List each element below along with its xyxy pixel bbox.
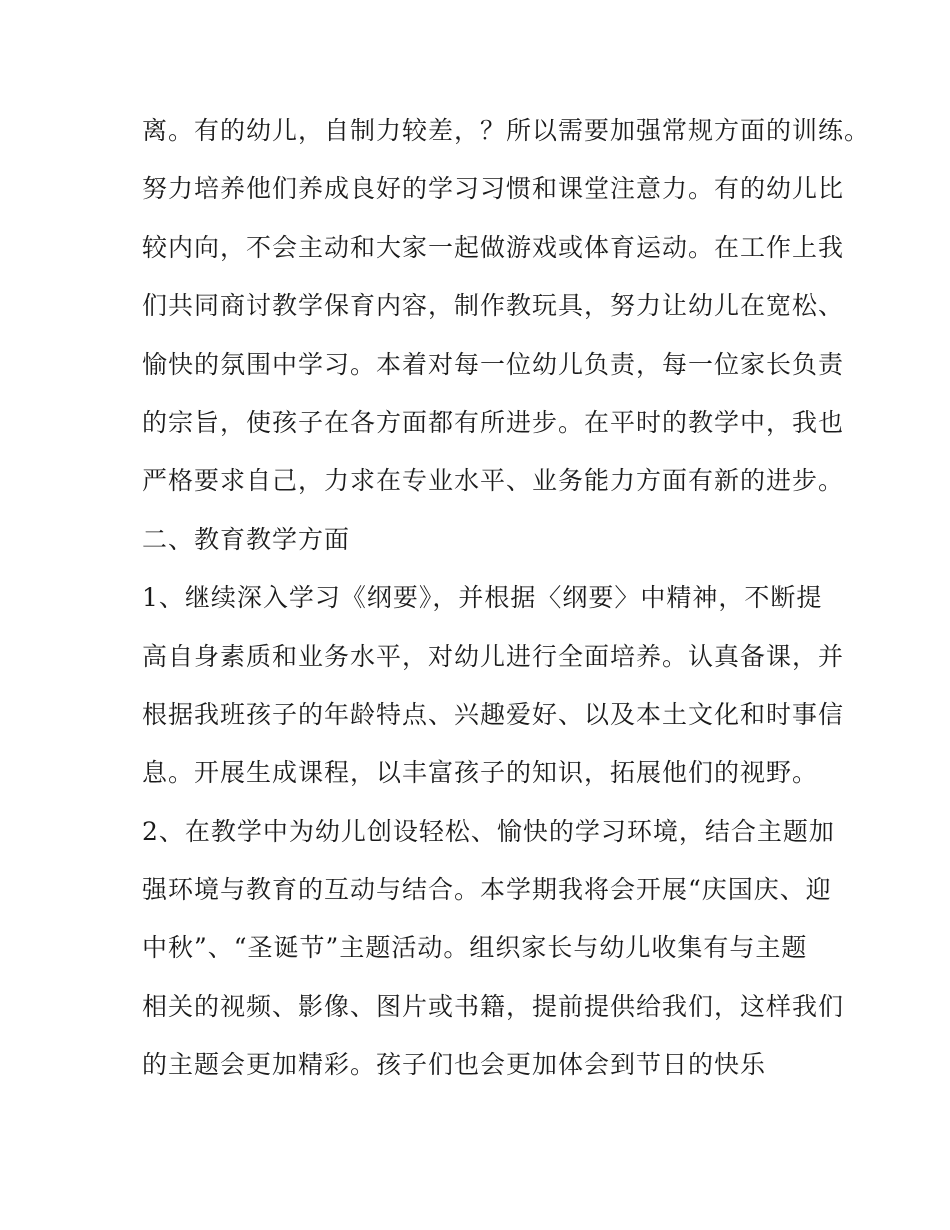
text-line: 努力培养他们养成良好的学习习惯和课堂注意力。有的幼儿比 — [142, 174, 845, 204]
text-line: 较内向，不会主动和大家一起做游戏或体育运动。在工作上我 — [142, 232, 845, 262]
text-line: 2、在教学中为幼儿创设轻松、愉快的学习环境，结合主题加 — [142, 816, 835, 846]
document-body — [142, 102, 871, 1095]
text-line: 息。开展生成课程，以丰富孩子的知识，拓展他们的视野。 — [142, 758, 819, 788]
text-line: 1、继续深入学习《纲要》，并根据〈纲要〉中精神，不断提 — [142, 583, 823, 613]
text-line: 强环境与教育的互动与结合。本学期我将会开展“庆国庆、迎 — [142, 875, 832, 905]
text-line: 的主题会更加精彩。孩子们也会更加体会到节日的快乐 — [142, 1050, 767, 1080]
text-line: 愉快的氛围中学习。本着对每一位幼儿负责，每一位家长负责 — [142, 349, 845, 379]
text-line: 严格要求自己，力求在专业水平、业务能力方面有新的进步。 — [142, 466, 845, 496]
text-line: 离。有的幼儿，自制力较差，？所以需要加强常规方面的训练。 — [142, 116, 871, 145]
text-line: 们共同商讨教学保育内容，制作教玩具，努力让幼儿在宽松、 — [142, 291, 845, 321]
section-heading: 二、教育教学方面 — [142, 524, 351, 554]
text-line: 中秋”、“圣诞节”主题活动。组织家长与幼儿收集有与主题 — [142, 933, 808, 963]
text-line: 高自身素质和业务水平，对幼儿进行全面培养。认真备课，并 — [142, 641, 845, 671]
text-line: 的宗旨，使孩子在各方面都有所进步。在平时的教学中，我也 — [142, 407, 845, 437]
text-line: 根据我班孩子的年龄特点、兴趣爱好、以及本土文化和时事信 — [142, 699, 845, 729]
text-line: 相关的视频、影像、图片或书籍，提前提供给我们，这样我们 — [142, 991, 845, 1021]
